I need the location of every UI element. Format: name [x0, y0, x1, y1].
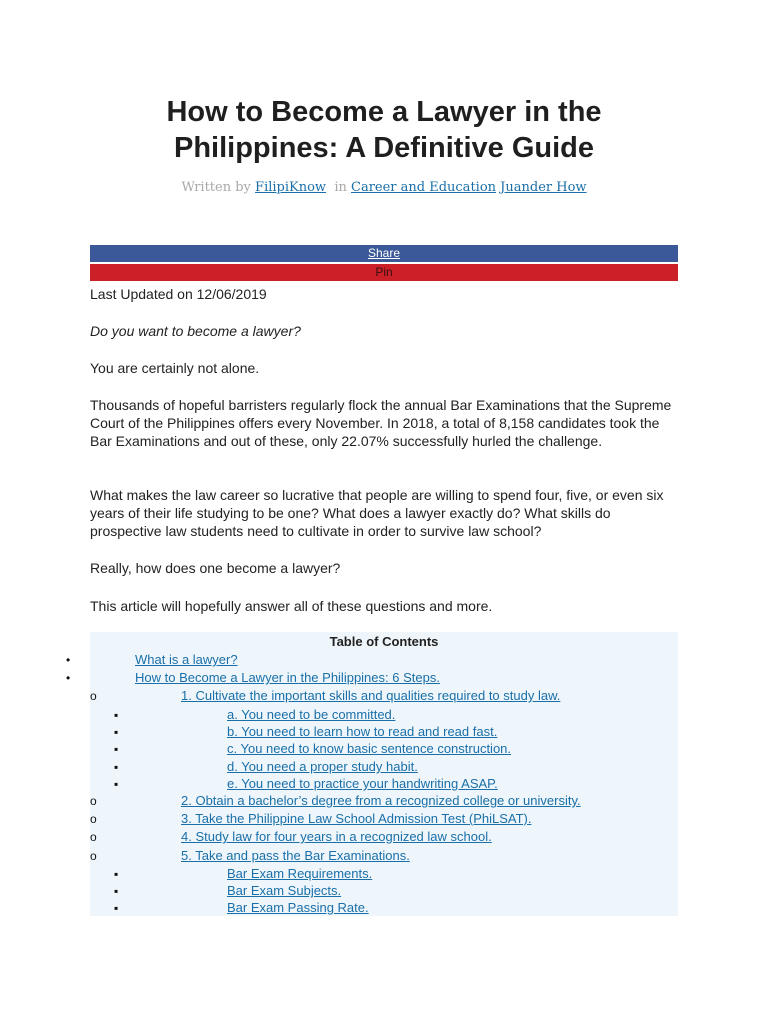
paragraph-law-career: What makes the law career so lucrative that people are willing to spend four, five, or even six years of their life studying to be one? What does a lawyer exactly do? What skills do prospective law students need to cultivate in order to survive law school?	[90, 487, 664, 539]
toc-bullet: ▪	[114, 708, 119, 722]
toc-bullet: •	[66, 671, 71, 685]
toc-link-step-2[interactable]: 2. Obtain a bachelor’s degree from a recognized college or university.	[181, 793, 581, 808]
toc-link-bar-requirements[interactable]: Bar Exam Requirements.	[227, 866, 373, 881]
toc-link-step-4[interactable]: 4. Study law for four years in a recognized law school.	[181, 829, 492, 844]
toc-bullet: o	[90, 812, 97, 826]
byline-in: in	[334, 180, 347, 195]
toc-link-six-steps[interactable]: How to Become a Lawyer in the Philippines: 6 Steps.	[135, 670, 440, 685]
toc-bullet: ▪	[114, 901, 119, 915]
toc-link-step-3[interactable]: 3. Take the Philippine Law School Admission Test (PhiLSAT).	[181, 811, 532, 826]
toc-link-1a[interactable]: a. You need to be committed.	[227, 707, 396, 722]
toc-bullet: ▪	[114, 884, 119, 898]
toc-bullet: o	[90, 849, 97, 863]
share-button[interactable]: Share	[90, 245, 678, 262]
toc-bullet: o	[90, 794, 97, 808]
toc-bullet: ▪	[114, 725, 119, 739]
toc-bullet: o	[90, 689, 97, 703]
toc-link-step-5[interactable]: 5. Take and pass the Bar Examinations.	[181, 848, 410, 863]
title-line-1: How to Become a Lawyer in the	[166, 96, 602, 128]
pin-button[interactable]: Pin	[90, 264, 678, 281]
toc-bullet: ▪	[114, 777, 119, 791]
intro-question: Do you want to become a lawyer?	[90, 323, 301, 339]
byline-written-by: Written by	[181, 180, 251, 195]
paragraph-answer: This article will hopefully answer all of these questions and more.	[90, 598, 493, 614]
toc-title: Table of Contents	[329, 634, 439, 649]
toc-link-what-is-lawyer[interactable]: What is a lawyer?	[135, 652, 238, 667]
toc-link-1e[interactable]: e. You need to practice your handwriting ASAP.	[227, 776, 498, 791]
last-updated: Last Updated on 12/06/2019	[90, 286, 267, 302]
toc-bullet: o	[90, 830, 97, 844]
category-link-juander[interactable]: Juander How	[500, 180, 587, 195]
toc-link-1d[interactable]: d. You need a proper study habit.	[227, 759, 418, 774]
toc-bullet: ▪	[114, 760, 119, 774]
toc-link-1b[interactable]: b. You need to learn how to read and read fast.	[227, 724, 498, 739]
author-link[interactable]: FilipiKnow	[255, 180, 327, 195]
toc-bullet: •	[66, 653, 71, 667]
paragraph-bar-stats: Thousands of hopeful barristers regularly flock the annual Bar Examinations that the Supreme Court of the Philippines offers every November. In 2018, a total of 8,158 candidates took the Bar Examinations and out of these, only 22.07% successfully hurled the challenge.	[90, 397, 672, 449]
title-line-2: Philippines: A Definitive Guide	[173, 132, 594, 164]
toc-link-step-1[interactable]: 1. Cultivate the important skills and qualities required to study law.	[181, 688, 561, 703]
paragraph-not-alone: You are certainly not alone.	[90, 360, 260, 376]
toc-link-bar-passing-rate[interactable]: Bar Exam Passing Rate.	[227, 900, 369, 915]
byline	[0, 180, 768, 195]
toc-link-bar-subjects[interactable]: Bar Exam Subjects.	[227, 883, 342, 898]
paragraph-how: Really, how does one become a lawyer?	[90, 560, 341, 576]
category-link-career[interactable]: Career and Education	[351, 180, 497, 195]
toc-bullet: ▪	[114, 867, 119, 881]
toc-bullet: ▪	[114, 742, 119, 756]
toc-link-1c[interactable]: c. You need to know basic sentence construction.	[227, 741, 512, 756]
article-title	[0, 94, 768, 166]
